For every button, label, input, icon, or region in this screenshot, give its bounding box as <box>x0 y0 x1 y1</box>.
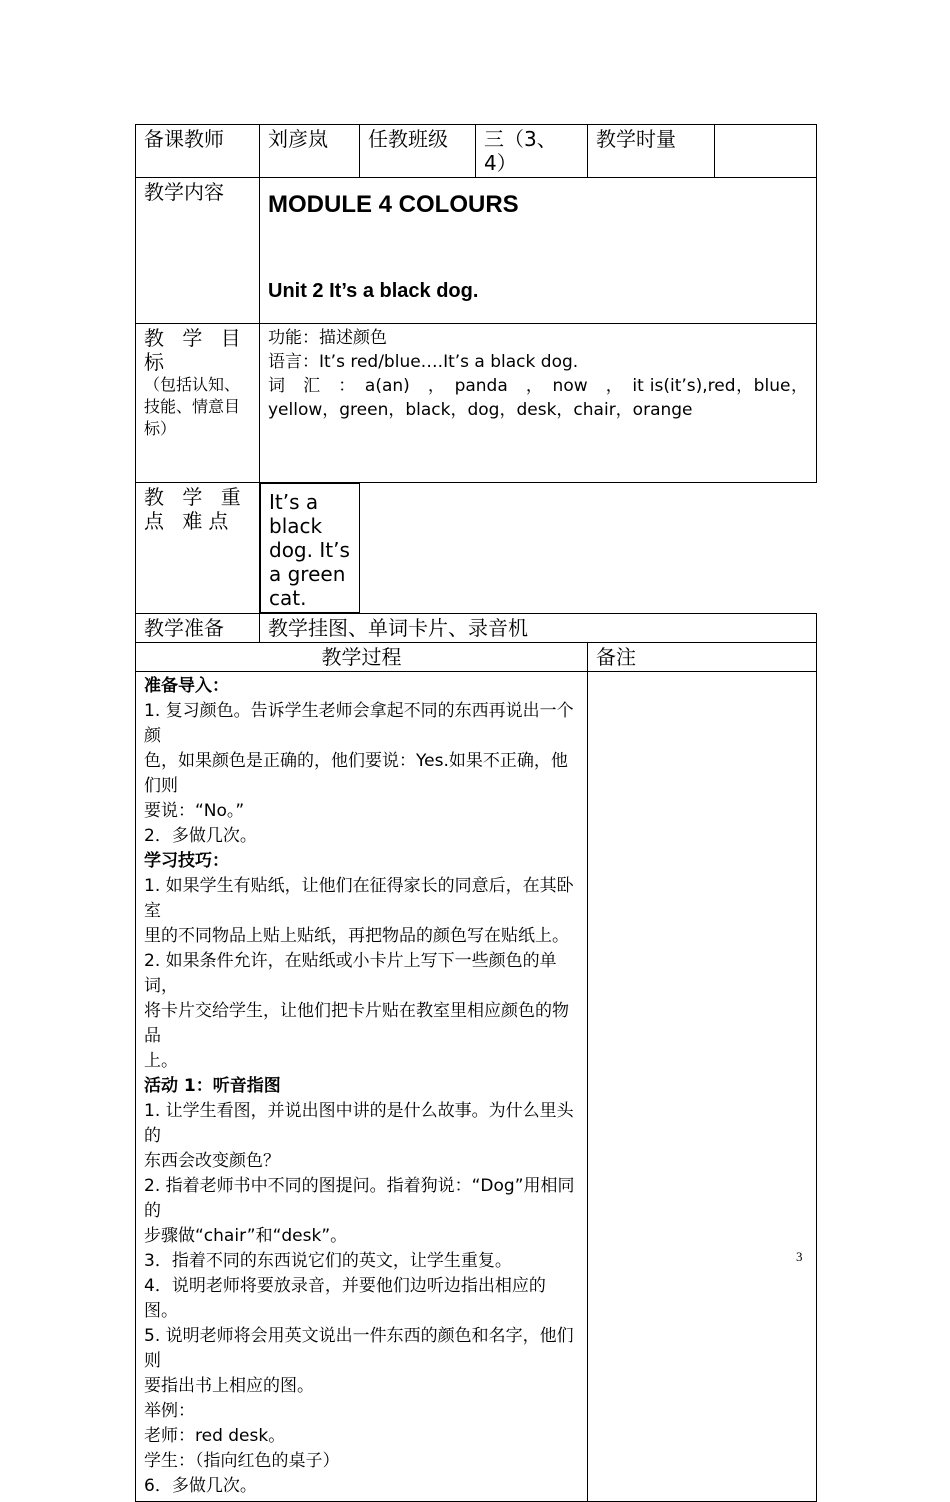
content-row <box>136 178 817 324</box>
module-title: MODULE 4 COLOURS <box>268 191 519 218</box>
goals-sub-label: （包括认知、技能、情意目标） <box>144 375 241 438</box>
process-line: 学生：（指向红色的桌子） <box>144 1451 340 1471</box>
prep-label: 教学准备 <box>136 614 260 643</box>
process-body-row <box>136 672 817 1502</box>
goals-cell <box>260 324 817 483</box>
process-line: 上。 <box>144 1051 178 1071</box>
process-line: 色，如果颜色是正确的，他们要说：Yes.如果不正确，他们则 <box>144 751 568 796</box>
teacher-name: 刘彦岚 <box>260 125 360 178</box>
lesson-plan-table <box>135 124 817 1502</box>
process-section-heading: 活动 1：听音指图 <box>144 1076 281 1096</box>
process-line: 要说：“No。” <box>144 801 245 821</box>
unit-title: Unit 2 It’s a black dog. <box>268 280 479 302</box>
header-row <box>136 125 817 178</box>
hours-value <box>715 125 817 178</box>
process-line: 要指出书上相应的图。 <box>144 1376 314 1396</box>
process-line: 4．说明老师将要放录音，并要他们边听边指出相应的图。 <box>144 1276 546 1321</box>
teacher-label: 备课教师 <box>136 125 260 178</box>
content-label: 教学内容 <box>136 178 260 324</box>
process-header-row <box>136 643 817 672</box>
process-line: 2．多做几次。 <box>144 826 257 846</box>
process-line: 东西会改变颜色？ <box>144 1151 280 1171</box>
process-body <box>136 672 588 1502</box>
content-cell <box>260 178 817 324</box>
goal-language: 语言：It’s red/blue….It’s a black dog. <box>268 352 579 372</box>
process-line: 举例： <box>144 1401 195 1421</box>
notes-body <box>588 672 817 1502</box>
process-line: 3．指着不同的东西说它们的英文，让学生重复。 <box>144 1251 512 1271</box>
process-line: 1. 复习颜色。告诉学生老师会拿起不同的东西再说出一个颜 <box>144 701 574 746</box>
process-line: 5. 说明老师将会用英文说出一件东西的颜色和名字，他们则 <box>144 1326 574 1371</box>
process-line: 1. 如果学生有贴纸，让他们在征得家长的同意后，在其卧室 <box>144 876 574 921</box>
goals-label-cell <box>136 324 260 483</box>
process-line: 2. 指着老师书中不同的图提问。指着狗说：“Dog”用相同的 <box>144 1176 575 1221</box>
focus-label: 教 学 重 点 难点 <box>136 483 260 614</box>
focus-row <box>136 483 817 614</box>
focus-text: It’s a black dog. It’s a green cat. <box>260 483 360 613</box>
notes-header: 备注 <box>588 643 817 672</box>
goals-label: 教 学 目 标 <box>144 326 247 374</box>
process-header: 教学过程 <box>136 643 588 672</box>
prep-row <box>136 614 817 643</box>
process-section-heading: 准备导入： <box>144 676 229 696</box>
goal-vocabulary: 词 汇 ： a(an) ， panda ， now ， it is(it’s),red，blue，yellow，green，black，dog，desk，chair，orange <box>268 376 808 420</box>
goal-function: 功能：描述颜色 <box>268 328 387 348</box>
goals-row <box>136 324 817 483</box>
hours-label: 教学时量 <box>588 125 715 178</box>
process-line: 1. 让学生看图，并说出图中讲的是什么故事。为什么里头的 <box>144 1101 574 1146</box>
process-line: 步骤做“chair”和“desk”。 <box>144 1226 348 1246</box>
prep-text: 教学挂图、单词卡片、录音机 <box>260 614 817 643</box>
class-value: 三（3、4） <box>476 125 588 178</box>
class-label: 任教班级 <box>360 125 476 178</box>
process-line: 2. 如果条件允许，在贴纸或小卡片上写下一些颜色的单词， <box>144 951 557 996</box>
page-number: 3 <box>796 1249 803 1264</box>
process-line: 6．多做几次。 <box>144 1476 257 1496</box>
process-line: 里的不同物品上贴上贴纸，再把物品的颜色写在贴纸上。 <box>144 926 569 946</box>
process-line: 老师：red desk。 <box>144 1426 286 1446</box>
process-section-heading: 学习技巧： <box>144 851 229 871</box>
process-line: 将卡片交给学生，让他们把卡片贴在教室里相应颜色的物品 <box>144 1001 569 1046</box>
